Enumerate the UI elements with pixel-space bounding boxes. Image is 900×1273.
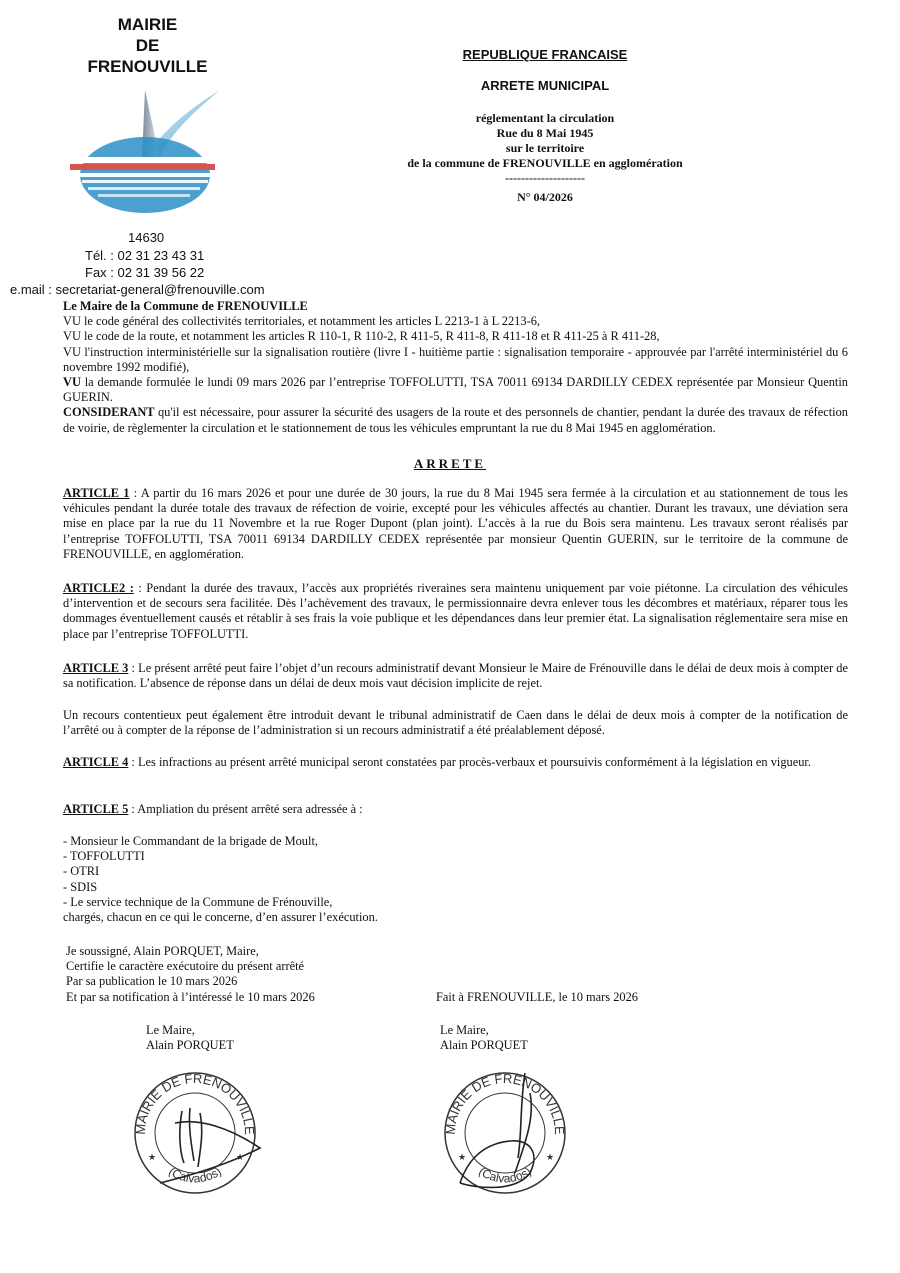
arrete-municipal-heading: ARRETE MUNICIPAL — [480, 78, 610, 93]
article-1-label: ARTICLE 1 — [63, 486, 130, 500]
svg-text:★: ★ — [546, 1152, 555, 1162]
stamp-right-outer: MAIRIE DE FRENOUVILLE — [442, 1070, 568, 1136]
article-4-text: : Les infractions au présent arrêté municipal seront constatées par procès-verbaux et poursuivis conformément à la législation en vigueur. — [128, 755, 811, 769]
svg-text:★: ★ — [458, 1152, 467, 1162]
mairie-postal: 14630 — [128, 230, 165, 245]
mairie-name-line2: DE — [135, 36, 160, 55]
signature-right-name: Alain PORQUET — [440, 1038, 528, 1053]
article-3-text2: Un recours contentieux peut également être introduit devant le tribunal administratif de Caen dans le délai de deux mois à compter de la notification de l’arrêté ou à compter de la réponse de l’administration si un recours administratif a été préalablement déposé. — [63, 708, 848, 738]
stamp-left-outer: MAIRIE DE FRENOUVILLE — [132, 1070, 258, 1136]
signature-left-name: Alain PORQUET — [146, 1038, 234, 1053]
certification-line: Et par sa notification à l’intéressé le 10 mars 2026 — [66, 989, 315, 1004]
article-3-label: ARTICLE 3 — [63, 661, 129, 675]
certification — [66, 944, 315, 1005]
article-5-text: : Ampliation du présent arrêté sera adressée à : — [128, 802, 363, 816]
list-item: - SDIS — [63, 879, 98, 894]
article-2-label: ARTICLE2 : — [63, 581, 134, 595]
svg-text:★: ★ — [148, 1152, 157, 1162]
svg-text:MAIRIE DE FRENOUVILLE — [133, 1071, 257, 1136]
mairie-stamp-left-icon — [120, 1063, 270, 1203]
list-item: chargés, chacun en ce qui le concerne, d’en assurer l’exécution. — [63, 910, 378, 925]
article-3-recours — [63, 708, 848, 738]
list-item: - Monsieur le Commandant de la brigade de Moult, — [63, 834, 318, 848]
mairie-name — [80, 14, 215, 77]
mairie-stamp-right-icon — [430, 1063, 580, 1203]
considerant-label: CONSIDERANT — [63, 405, 155, 420]
svg-text:(Calvados) — [476, 1164, 534, 1185]
certification-line: Par sa publication le 10 mars 2026 — [66, 974, 238, 989]
list-item: - OTRI — [63, 864, 100, 879]
stamp-left-bottom: (Calvados) — [166, 1164, 224, 1186]
preamble-vu3: VU l'instruction interministérielle sur la signalisation routière (livre I - huitième partie : signalisation temporaire - approuvée par l'arrêté interministériel du 6 novembre 1992 modifié), — [63, 344, 848, 374]
certification-line: Certifie le caractère exécutoire du présent arrêté — [66, 959, 305, 974]
republique-heading: REPUBLIQUE FRANCAISE — [462, 47, 628, 62]
certification-line: Je soussigné, Alain PORQUET, Maire, — [66, 944, 259, 958]
arrete-subject — [370, 111, 720, 205]
mairie-tel: Tél. : 02 31 23 43 31 — [85, 248, 205, 263]
signature-right-title: Le Maire, — [440, 1023, 489, 1037]
arrete-number: N° 04/2026 — [517, 190, 573, 204]
article-1-text: : A partir du 16 mars 2026 et pour une durée de 30 jours, la rue du 8 Mai 1945 sera fermée à la circulation et au stationnement de tous les véhicules pendant la durée totale des travaux de réfection de voirie, excepté pour les véhicules affectés au chantier. Durant les travaux, une déviation sera mise en place par la rue du 11 Novembre et la rue Roger Dupont (plan joint). L’accès à la rue du Bois sera maintenu. Les travaux seront réalisés par l’entreprise TOFFOLUTTI, TSA 70011 69134 DARDILLY CEDEX représentée par monsieur Quentin GUERIN, sur le territoire de la commune de FRENOUVILLE, en agglomération. — [63, 486, 848, 561]
mairie-logo-icon — [60, 85, 230, 220]
subject-line4: de la commune de FRENOUVILLE en agglomération — [407, 156, 683, 170]
fait-a: Fait à FRENOUVILLE, le 10 mars 2026 — [436, 990, 639, 1004]
preamble-maire: Le Maire de la Commune de FRENOUVILLE — [63, 299, 308, 313]
preamble-vu2: VU le code de la route, et notamment les articles R 110-1, R 110-2, R 411-5, R 411-8, R 411-18 et R 411-25 à R 411-28, — [63, 329, 660, 344]
mairie-name-line1: MAIRIE — [117, 15, 178, 34]
subject-line2: Rue du 8 Mai 1945 — [496, 126, 594, 140]
considerant-text: qu'il est nécessaire, pour assurer la sécurité des usagers de la route et des personnels de chantier, pendant la durée des travaux de réfection de voirie, de règlementer la circulation et le stationnement de tous les véhicules empruntant la rue du 8 Mai 1945 en agglomération. — [63, 405, 848, 435]
ampliation-list — [63, 834, 378, 925]
article-1 — [63, 486, 848, 562]
article-2-text: : Pendant la durée des travaux, l’accès aux propriétés riveraines sera maintenu uniquement par voie piétonne. La circulation des véhicules d’intervention et de secours sera facilitée. Dès l’achèvement des travaux, le permissionnaire devra enlever tous les décombres et matériaux, réparer tous les dommages éventuellement causés et rétablir à ses frais la voie publique et les dépendances dans leur premier état. La signalisation réglementaire sera mise en place par l’entreprise TOFFOLUTTI. — [63, 581, 848, 641]
svg-text:MAIRIE DE FRENOUVILLE — [443, 1071, 567, 1136]
article-5-label: ARTICLE 5 — [63, 802, 129, 816]
article-3-text: : Le présent arrêté peut faire l’objet d’un recours administratif devant Monsieur le Maire de Frénouville dans le délai de deux mois à compter de sa notification. L’absence de réponse dans un délai de deux mois vaut décision implicite de rejet. — [63, 661, 848, 691]
preamble-considerant — [63, 405, 848, 435]
subject-separator: -------------------- — [505, 171, 585, 185]
article-4-label: ARTICLE 4 — [63, 755, 129, 769]
article-4 — [63, 755, 848, 770]
signature-left-title: Le Maire, — [146, 1023, 195, 1037]
vu4-label: VU — [63, 375, 81, 390]
list-item: - Le service technique de la Commune de Frénouville, — [63, 894, 333, 909]
stamp-right-bottom: (Calvados) — [476, 1164, 534, 1186]
signature-left — [146, 1023, 234, 1053]
preamble — [63, 299, 848, 436]
mairie-fax: Fax : 02 31 39 56 22 — [85, 265, 205, 280]
article-3 — [63, 661, 848, 691]
svg-text:★: ★ — [236, 1152, 245, 1162]
subject-line1: réglementant la circulation — [475, 111, 615, 125]
article-2 — [63, 581, 848, 642]
preamble-vu1: VU le code général des collectivités territoriales, et notamment les articles L 2213-1 à L 2213-6, — [63, 314, 540, 329]
subject-line3: sur le territoire — [505, 141, 585, 155]
vu4-text: la demande formulée le lundi 09 mars 2026 par l’entreprise TOFFOLUTTI, TSA 70011 69134 DARDILLY CEDEX représentée par Monsieur Quentin GUERIN. — [63, 375, 848, 405]
mairie-email: e.mail : secretariat-general@frenouville.com — [10, 282, 265, 297]
list-item: - TOFFOLUTTI — [63, 849, 145, 864]
signature-right — [440, 1023, 528, 1053]
arrete-title: ARRETE — [413, 456, 487, 471]
preamble-vu4 — [63, 375, 848, 405]
mairie-name-line3: FRENOUVILLE — [87, 57, 208, 76]
article-5 — [63, 802, 848, 817]
